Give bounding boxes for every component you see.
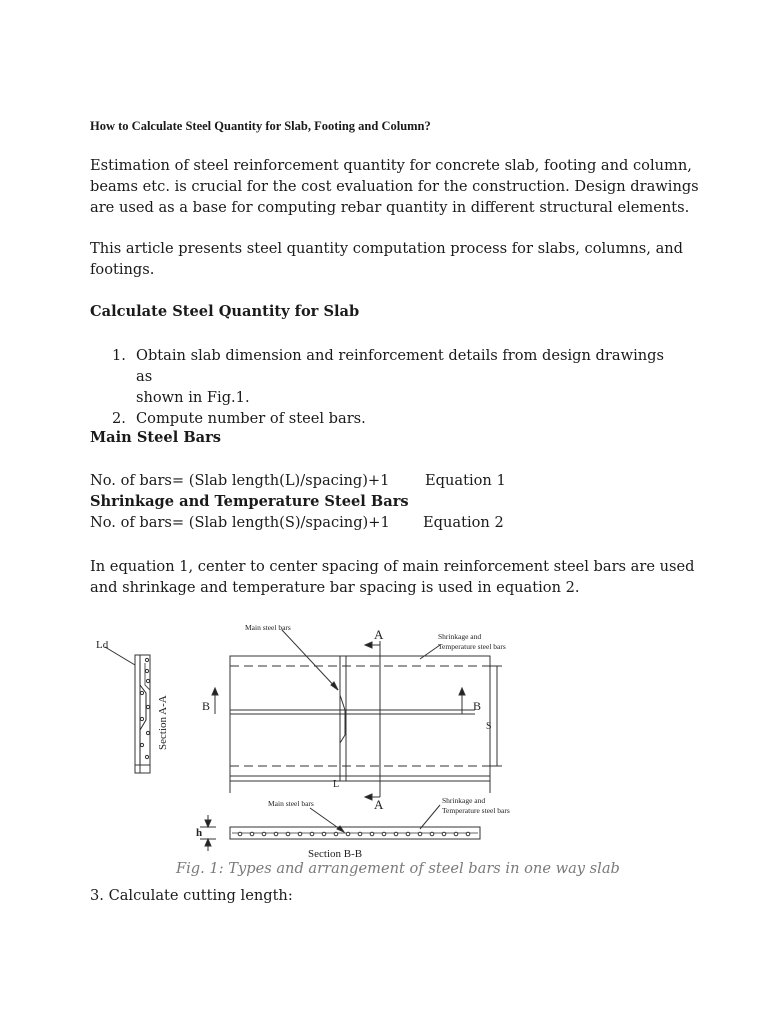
list-line: shown in Fig.1. bbox=[136, 389, 250, 406]
equation-1 bbox=[90, 472, 506, 489]
equation-2-text: No. of bars= (Slab length(S)/spacing)+1 bbox=[90, 514, 390, 531]
slab-plan-outline bbox=[230, 656, 490, 781]
dimension-l-label: L bbox=[333, 779, 340, 790]
ld-label: Ld bbox=[96, 639, 109, 651]
equation-2-label: Equation 2 bbox=[423, 514, 504, 531]
equation-1-text: No. of bars= (Slab length(L)/spacing)+1 bbox=[90, 472, 390, 489]
list-line: Obtain slab dimension and reinforcement details from design drawings as bbox=[136, 347, 664, 385]
intro-line: beams etc. is crucial for the cost evaluation for the construction. Design drawings bbox=[90, 178, 699, 195]
shrinkage-leader bbox=[420, 645, 440, 659]
article-line: footings. bbox=[90, 261, 155, 278]
dimension-s-label: S bbox=[486, 721, 492, 732]
main-steel-leader bbox=[282, 630, 338, 690]
equation-1-label: Equation 1 bbox=[425, 472, 506, 489]
ld-leader bbox=[105, 647, 135, 665]
explain-line: In equation 1, center to center spacing of main reinforcement steel bars are used bbox=[90, 558, 695, 575]
intro-line: are used as a base for computing rebar quantity in different structural elements. bbox=[90, 199, 690, 216]
equation-2 bbox=[90, 514, 504, 531]
intro-line: Estimation of steel reinforcement quantity for concrete slab, footing and column, bbox=[90, 157, 692, 174]
intro-paragraph bbox=[90, 155, 699, 218]
section-heading: Calculate Steel Quantity for Slab bbox=[90, 303, 360, 320]
main-steel-bottom-label: Main steel bars bbox=[268, 799, 314, 808]
article-paragraph bbox=[90, 238, 684, 280]
dimension-h-label: h bbox=[196, 827, 203, 839]
list-item bbox=[90, 408, 678, 429]
section-a-bottom-label: A bbox=[374, 797, 384, 812]
section-aa-label: Section A-A bbox=[157, 695, 169, 750]
shrinkage-heading: Shrinkage and Temperature Steel Bars bbox=[90, 493, 409, 510]
article-title: How to Calculate Steel Quantity for Slab, Footing and Column? bbox=[90, 119, 431, 133]
section-bb-label: Section B-B bbox=[308, 848, 363, 860]
explain-paragraph bbox=[90, 556, 695, 598]
main-steel-top-label: Main steel bars bbox=[245, 623, 291, 632]
shrinkage-top-label-2: Temperature steel bars bbox=[438, 642, 506, 651]
figure-caption: Fig. 1: Types and arrangement of steel bars in one way slab bbox=[176, 860, 620, 877]
list-line: Compute number of steel bars. bbox=[136, 410, 366, 427]
slab-diagram bbox=[90, 615, 678, 863]
list-number: 1. bbox=[112, 347, 126, 364]
list-item bbox=[90, 345, 678, 408]
article-line: This article presents steel quantity computation process for slabs, columns, and bbox=[90, 240, 684, 257]
main-bars-heading: Main Steel Bars bbox=[90, 429, 222, 446]
section-b-right-label: B bbox=[473, 699, 482, 713]
section-a-top-label: A bbox=[374, 627, 384, 642]
steps-list bbox=[90, 345, 678, 429]
shrinkage-bottom-label-2: Temperature steel bars bbox=[442, 806, 510, 815]
step-3-text: 3. Calculate cutting length: bbox=[90, 887, 293, 904]
list-number: 2. bbox=[112, 410, 126, 427]
explain-line: and shrinkage and temperature bar spacing is used in equation 2. bbox=[90, 579, 580, 596]
shrinkage-bottom-label-1: Shrinkage and bbox=[442, 796, 486, 805]
shrinkage-top-label-1: Shrinkage and bbox=[438, 632, 482, 641]
section-b-left-label: B bbox=[202, 699, 211, 713]
